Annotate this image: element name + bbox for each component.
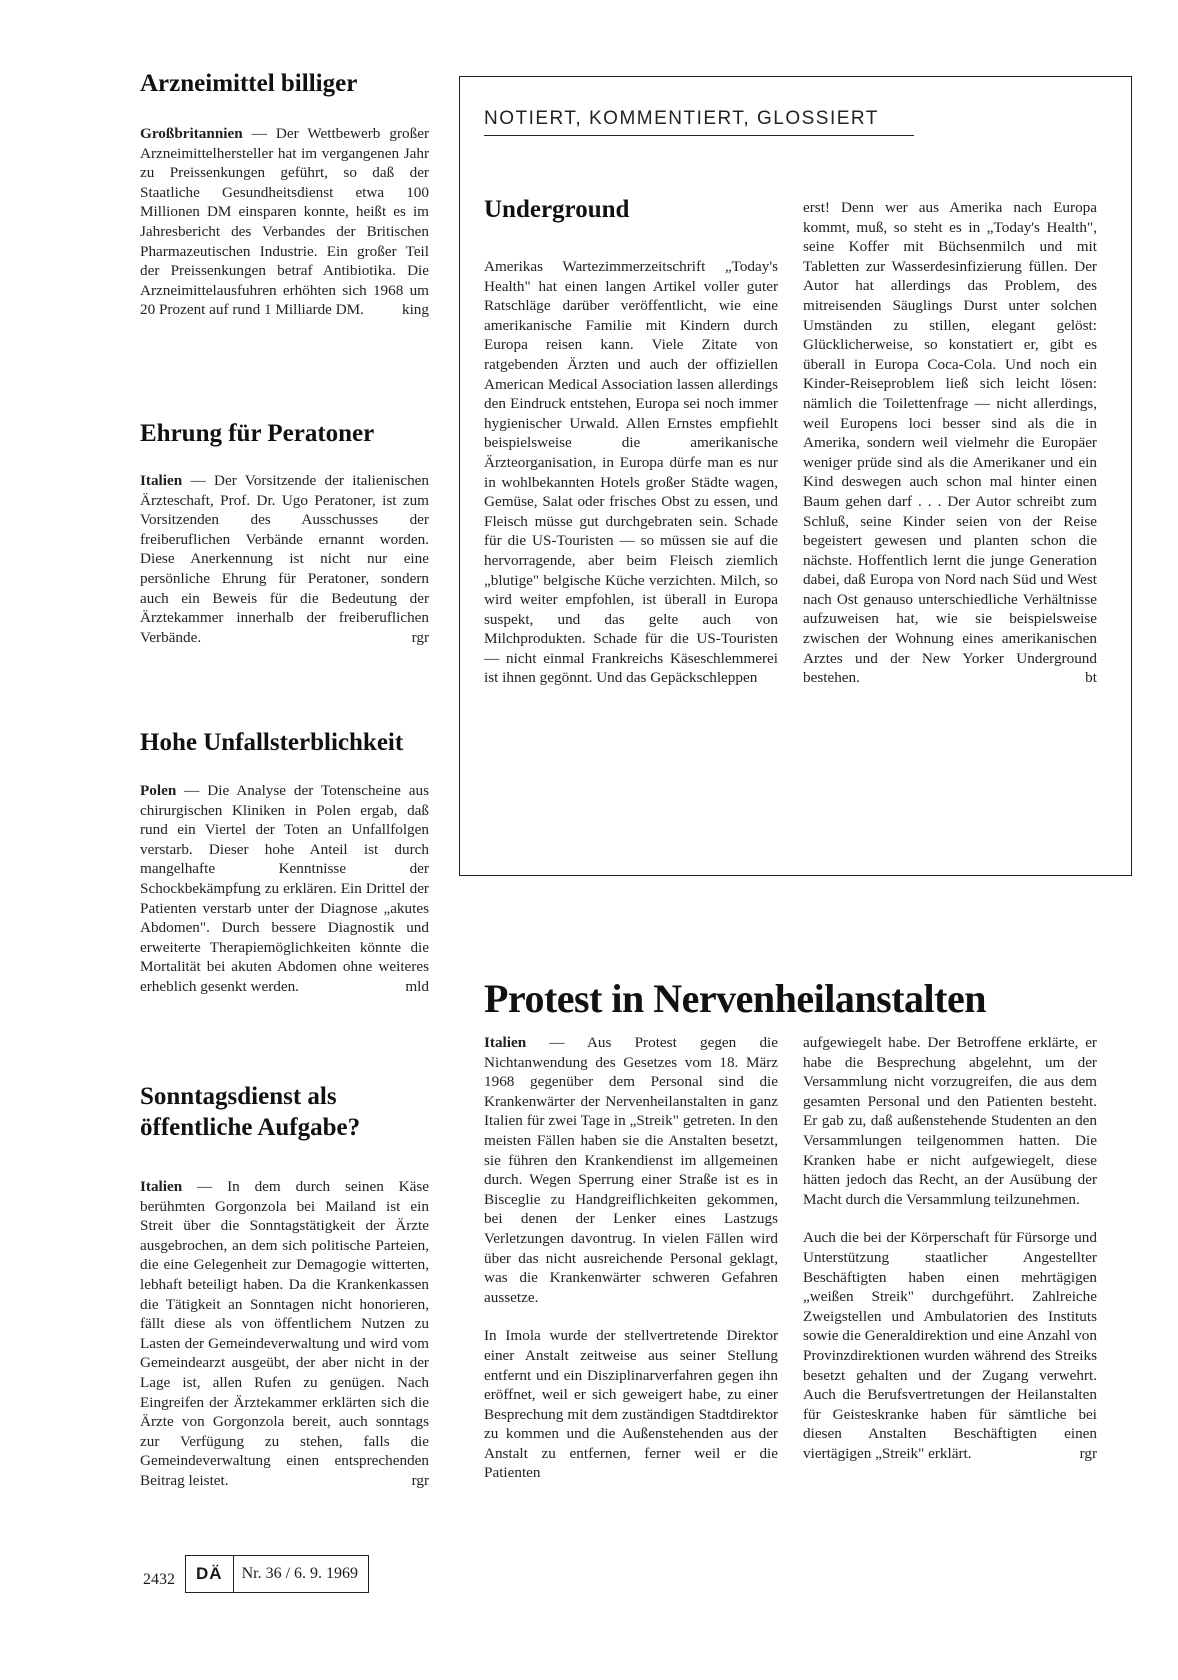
glosse-title: Underground — [484, 196, 630, 223]
article-lead: Polen — [140, 782, 177, 799]
article-body: Großbritannien — Der Wettbewerb großer Arzneimittelhersteller hat im vergangenen Jahr zu Preissenkungen geführt, so daß der Staatliche Gesundheitsdienst etwa 100 Millionen DM einsparen konnte, heißt es im Jahresbericht des Verbandes der Britischen Pharmazeutischen Industrie. Ein großer Teil der Preissenkungen betraf Antibiotika. Die Arzneimittelausfuhren erhöhten sich 1968 um 20 Prozent auf rund 1 Milliarde DM. king — [140, 125, 429, 319]
paragraph: Auch die bei der Körperschaft für Fürsorge und Unterstützung staatlicher Angestellter Beschäftigten haben einen mehrtägigen „weißen Streik" durchgeführt. Zahlreiche Zweigstellen und Ambulatorien des Instituts sowie die Generaldirektion und eine Anzahl von Provinzdirektionen wurden während des Streiks besetzt gehalten und der Zugang verwehrt. Auch die Berufsvertretungen der Heilanstalten für Geisteskranke haben für sämtliche bei diesen Anstalten Beschäftigten einen viertägigen „Streik" erklärt. rgr — [803, 1229, 1097, 1462]
article-lead: Italien — [140, 1178, 183, 1195]
paragraph: aufgewiegelt habe. Der Betroffene erklärte, er habe die Besprechung abgelehnt, um der Versammlung nicht vorzugreifen, die aus dem gesamten Personal und den Patienten besteht. Er gab zu, daß außenstehende Studenten an den Versammlungen teilgenommen hatten. Die Kranken habe er nicht aufgewiegelt, diese hätten jedoch das Recht, an der Ausübung der Macht durch die Versammlung teilzunehmen. — [803, 1034, 1097, 1208]
author-signature: king — [401, 301, 429, 319]
journal-reference — [185, 1555, 369, 1593]
article-title: Hohe Unfallsterblichkeit — [140, 729, 404, 756]
article-lead: Großbritannien — [140, 125, 243, 142]
article-lead: Italien — [140, 472, 183, 489]
article-body: Italien — In dem durch seinen Käse berühmten Gorgonzola bei Mailand ist ein Streit über die Sonntagstätigkeit der Ärzte ausgebrochen, an dem sich politische Parteien, die eine Gelegenheit zur Demagogie witterten, lebhaft beteiligt haben. Da die Krankenkassen die Tätigkeit an Sonntagen nicht honorieren, fällt diese als von öffentlichem Nutzen zu Lasten der Gemeindeverwaltung und wird vom Gemeindearzt ausgeübt, der aber nicht in der Lage ist, allen Rufen zu genügen. Nach Eingreifen der Ärztekammer erklärten sich die Ärzte von Gorgonzola bereit, auch sonntags zur Verfügung zu stehen, falls die Gemeindeverwaltung einen entsprechenden Beitrag leistet. rgr — [140, 1178, 429, 1489]
article-title: Ehrung für Peratoner — [140, 420, 375, 447]
section-header: NOTIERT, KOMMENTIERT, GLOSSIERT — [484, 108, 879, 129]
paragraph: Italien — Aus Protest gegen die Nichtanwendung des Gesetzes vom 18. März 1968 gegenüber dem Personal sind die Krankenwärter der Nervenheilanstalten in ganz Italien für zwei Tage in „Streik" getreten. In den meisten Fällen haben sie die Anstalten besetzt, sie führen den Krankendienst im allgemeinen durch. Wegen Sperrung einer Straße ist es in Bisceglie zu Handgreiflichkeiten gekommen, bei denen der Lenker eines Lastzugs Verletzungen davontrug. In vielen Fällen wird über das nicht ausreichende Personal geklagt, was die Krankenwärter schweren Gefahren aussetze. — [484, 1034, 778, 1306]
article-body: Italien — Der Vorsitzende der italienischen Ärzteschaft, Prof. Dr. Ugo Peratoner, ist zum Vorsitzenden des Ausschusses der freiberuflichen Verbände ernannt worden. Diese Anerkennung ist nicht nur eine persönliche Ehrung für Peratoner, sondern auch ein Beweis für die Bedeutung der Ärztekammer innerhalb der freiberuflichen Verbände. rgr — [140, 472, 429, 646]
author-signature: rgr — [1079, 1444, 1097, 1462]
page-number: 2432 — [143, 1571, 175, 1588]
protest-column-2 — [803, 1033, 1097, 1463]
article-title: Sonntagsdienst als öffentliche Aufgabe? — [140, 1083, 361, 1141]
journal-abbreviation: DÄ — [186, 1556, 234, 1592]
article-lead: Italien — [484, 1034, 527, 1051]
glosse-column-1: Amerikas Wartezimmerzeitschrift „Today's Health" hat einen langen Artikel voller guter Ratschläge darüber veröffentlicht, wie eine amerikanische Familie mit Kindern durch Europa reisen kann. Viele Zitate von ratgebenden Ärzten und auch der offiziellen American Medical Association lassen allerdings den Eindruck entstehen, Europa sei noch immer hygienischer Urwald. Allen Ernstes empfiehlt beispielsweise die amerikanische Ärzteorganisation, in Europa dürfe man es nur in wohlbekannten Hotels großer Städte wagen, Gemüse, Salat oder frisches Obst zu essen, und Fleisch müsse gut durchgebraten sein. Schade für die US-Touristen — so müssen sie auf die hervorragende, aber beim Fleisch ziemlich „blutige" belgische Küche verzichten. Milch, so wird weiter empfohlen, ist überall in Europa suspekt, und das gelte auch von Milchprodukten. Schade für die US-Touristen — nicht einmal Frankreichs Käseschlemmerei ist ihnen gegönnt. Und das Gepäckschleppen — [484, 258, 778, 687]
article-body: Polen — Die Analyse der Totenscheine aus chirurgischen Kliniken in Polen ergab, daß rund ein Viertel der Toten an Unfallfolgen verstarb. Dieser hohe Anteil ist durch mangelhafte Kenntnisse der Schockbekämpfung zu erklären. Ein Drittel der Patienten verstarb unter der Diagnose „akutes Abdomen". Durch bessere Diagnostik und erweiterte Therapiemöglichkeiten könnte die Mortalität bei akuten Abdomen ohne weiteres erheblich gesenkt werden. mld — [140, 782, 429, 995]
author-signature: rgr — [411, 1471, 429, 1489]
paragraph: In Imola wurde der stellvertretende Direktor einer Anstalt zeitweise aus seiner Stellung entfernt und ein Disziplinarverfahren gegen ihn eröffnet, weil er sich geweigert habe, zu einer Besprechung mit dem zuständigen Stadtdirektor zu kommen und die Außenstehenden aus der Anstalt zu entfernen, ferner weil er die Patienten — [484, 1327, 778, 1482]
author-signature: mld — [405, 977, 429, 995]
section-header-rule — [484, 135, 914, 136]
headline: Protest in Nervenheilanstalten — [484, 975, 986, 1021]
glosse-column-2: erst! Denn wer aus Amerika nach Europa kommt, muß, so steht es in „Today's Health", seine Koffer mit Büchsenmilch und mit Tabletten zur Wasserdesinfizierung füllen. Der Autor hat allerdings das Problem, des mitreisenden Säuglings Durst unter solchen Umständen zu stillen, elegant gelöst: Glücklicherweise, so konstatiert er, gibt es überall in Europa Coca-Cola. Und noch ein Kinder-Reiseproblem ließ sich leicht lösen: nämlich die Toilettenfrage — nicht allerdings, weil Europens loci besser sind als die in Amerika, sondern weil vielmehr die Europäer weniger prüde sind als die Amerikaner und ein Kind deswegen auch schon mal hinter einen Baum gehen darf . . . Der Autor schreibt zum Schluß, seine Kinder seien von der Reise begeistert gewesen und planten schon die nächste. Hoffentlich lernt die junge Generation dabei, daß Europa von Nord nach Süd und West nach Ost genauso unterschiedliche Verhältnisse aufzuweisen hat, wie sie beispielsweise zwischen der Wohnung eines amerikanischen Arztes und der New Yorker Underground bestehen. bt — [803, 199, 1097, 687]
article-title: Arzneimittel billiger — [140, 70, 358, 97]
author-signature: bt — [1085, 669, 1097, 687]
author-signature: rgr — [411, 628, 429, 646]
issue-date: Nr. 36 / 6. 9. 1969 — [241, 1565, 359, 1582]
protest-column-1 — [484, 1033, 778, 1483]
